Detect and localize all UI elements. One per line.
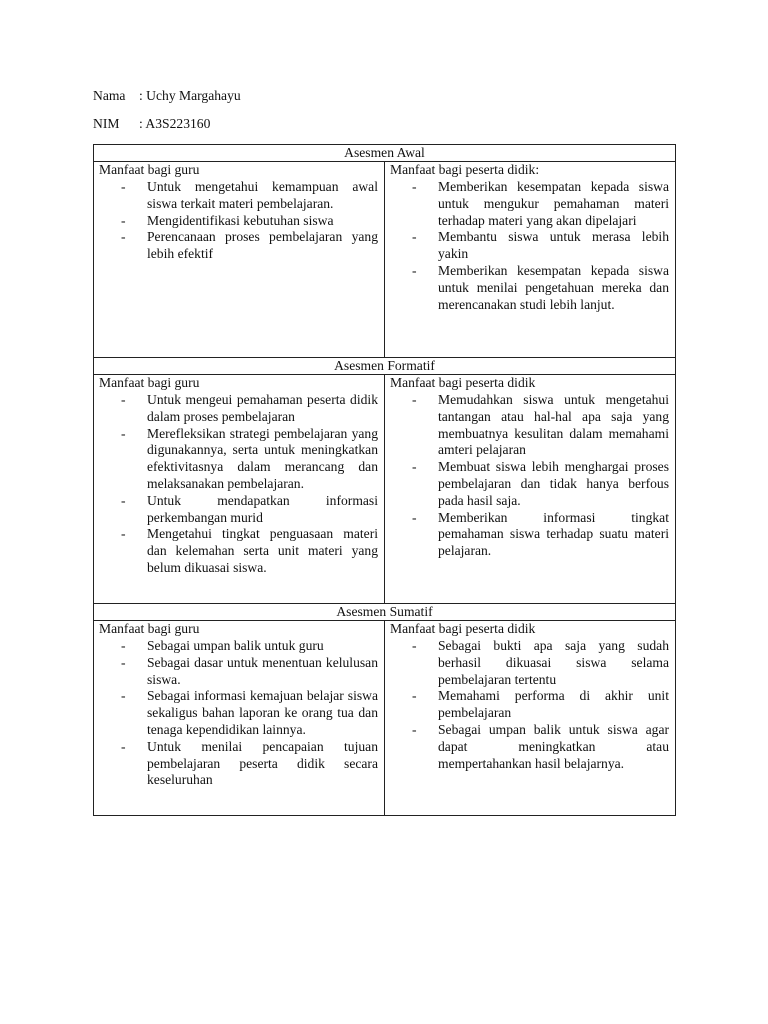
- section-content-row: [94, 375, 676, 604]
- bullet-dash: -: [121, 492, 126, 508]
- bullet-dash: -: [121, 425, 126, 441]
- bullet-dash: -: [412, 179, 417, 194]
- bullet-dash: -: [121, 392, 126, 407]
- bullet-dash: -: [412, 459, 417, 475]
- bullet-dash: -: [121, 688, 126, 704]
- guru-column: [94, 375, 385, 604]
- list-item: - Sebagai umpan balik untuk guru: [99, 638, 378, 655]
- siswa-column: [385, 621, 676, 816]
- name-label: Nama: [93, 88, 126, 103]
- bullet-dash: -: [412, 509, 417, 525]
- guru-list: [99, 638, 378, 789]
- list-item: - Perencanaan proses pembelajaran yang lebih efektif: [99, 229, 378, 263]
- section-content-row: [94, 162, 676, 358]
- name-value: : Uchy Margahayu: [139, 88, 241, 103]
- guru-list: [99, 179, 378, 263]
- section-title-row: [94, 358, 676, 375]
- siswa-list: [390, 638, 669, 772]
- guru-list: [99, 392, 378, 577]
- section-title-row: [94, 604, 676, 621]
- bullet-dash: -: [412, 721, 417, 737]
- guru-heading: Manfaat bagi guru: [99, 375, 200, 390]
- list-item: - Sebagai umpan balik untuk siswa agar dapat meningkatkan atau mempertahankan hasil belajarnya.: [390, 722, 669, 772]
- section-title-sumatif: Asesmen Sumatif: [94, 604, 676, 621]
- guru-column: [94, 162, 385, 358]
- section-content-row: [94, 621, 676, 816]
- bullet-dash: -: [412, 688, 417, 704]
- siswa-heading: Manfaat bagi peserta didik:: [390, 162, 540, 177]
- section-title-awal: Asesmen Awal: [94, 145, 676, 162]
- list-item: - Merefleksikan strategi pembelajaran yang digunakannya, serta untuk meningkatkan efektivitasnya dalam merancang dan melaksanakan pembelajaran.: [99, 426, 378, 493]
- guru-heading: Manfaat bagi guru: [99, 162, 200, 177]
- siswa-column: [385, 162, 676, 358]
- bullet-dash: -: [121, 212, 126, 228]
- bullet-dash: -: [412, 392, 417, 407]
- list-item: - Mengetahui tingkat penguasaan materi dan kelemahan serta unit materi yang belum dikuasai siswa.: [99, 526, 378, 576]
- bullet-dash: -: [121, 738, 126, 754]
- bullet-dash: -: [121, 638, 126, 653]
- list-item: - Memberikan kesempatan kepada siswa untuk menilai pengetahuan mereka dan merencanakan studi lebih lanjut.: [390, 263, 669, 313]
- bullet-dash: -: [121, 526, 126, 542]
- list-item: - Untuk menilai pencapaian tujuan pembelajaran peserta didik secara keseluruhan: [99, 739, 378, 789]
- siswa-column: [385, 375, 676, 604]
- section-title-formatif: Asesmen Formatif: [94, 358, 676, 375]
- list-item: - Sebagai dasar untuk menentuan kelulusan siswa.: [99, 655, 378, 689]
- list-item: - Untuk mendapatkan informasi perkembangan murid: [99, 493, 378, 527]
- bullet-dash: -: [121, 229, 126, 245]
- section-title-row: [94, 145, 676, 162]
- siswa-heading: Manfaat bagi peserta didik: [390, 621, 536, 636]
- list-item: - Memberikan informasi tingkat pemahaman siswa terhadap suatu materi pelajaran.: [390, 510, 669, 560]
- siswa-list: [390, 179, 669, 313]
- list-item: - Mengidentifikasi kebutuhan siswa: [99, 213, 378, 230]
- list-item: - Memudahkan siswa untuk mengetahui tantangan atau hal-hal apa saja yang membuatnya kesulitan dalam memahami amteri pelajaran: [390, 392, 669, 459]
- nim-value: : A3S223160: [139, 116, 211, 131]
- student-nim: [93, 116, 653, 133]
- list-item: - Sebagai informasi kemajuan belajar siswa sekaligus bahan laporan ke orang tua dan tenaga kependidikan lainnya.: [99, 688, 378, 738]
- list-item: - Untuk mengetahui kemampuan awal siswa terkait materi pembelajaran.: [99, 179, 378, 213]
- list-item: - Untuk mengeui pemahaman peserta didik dalam proses pembelajaran: [99, 392, 378, 426]
- list-item: - Sebagai bukti apa saja yang sudah berhasil dikuasai siswa selama pembelajaran tertentu: [390, 638, 669, 688]
- guru-heading: Manfaat bagi guru: [99, 621, 200, 636]
- bullet-dash: -: [412, 262, 417, 278]
- bullet-dash: -: [412, 638, 417, 653]
- asesmen-table: [93, 144, 676, 816]
- siswa-heading: Manfaat bagi peserta didik: [390, 375, 536, 390]
- bullet-dash: -: [121, 179, 126, 194]
- student-name: [93, 88, 653, 105]
- bullet-dash: -: [121, 654, 126, 670]
- bullet-dash: -: [412, 229, 417, 245]
- list-item: - Memberikan kesempatan kepada siswa untuk mengukur pemahaman materi terhadap materi yang akan dipelajari: [390, 179, 669, 229]
- guru-column: [94, 621, 385, 816]
- nim-label: NIM: [93, 116, 120, 131]
- list-item: - Memahami performa di akhir unit pembelajaran: [390, 688, 669, 722]
- siswa-list: [390, 392, 669, 560]
- list-item: - Membantu siswa untuk merasa lebih yakin: [390, 229, 669, 263]
- list-item: - Membuat siswa lebih menghargai proses pembelajaran dan tidak hanya berfous pada hasil saja.: [390, 459, 669, 509]
